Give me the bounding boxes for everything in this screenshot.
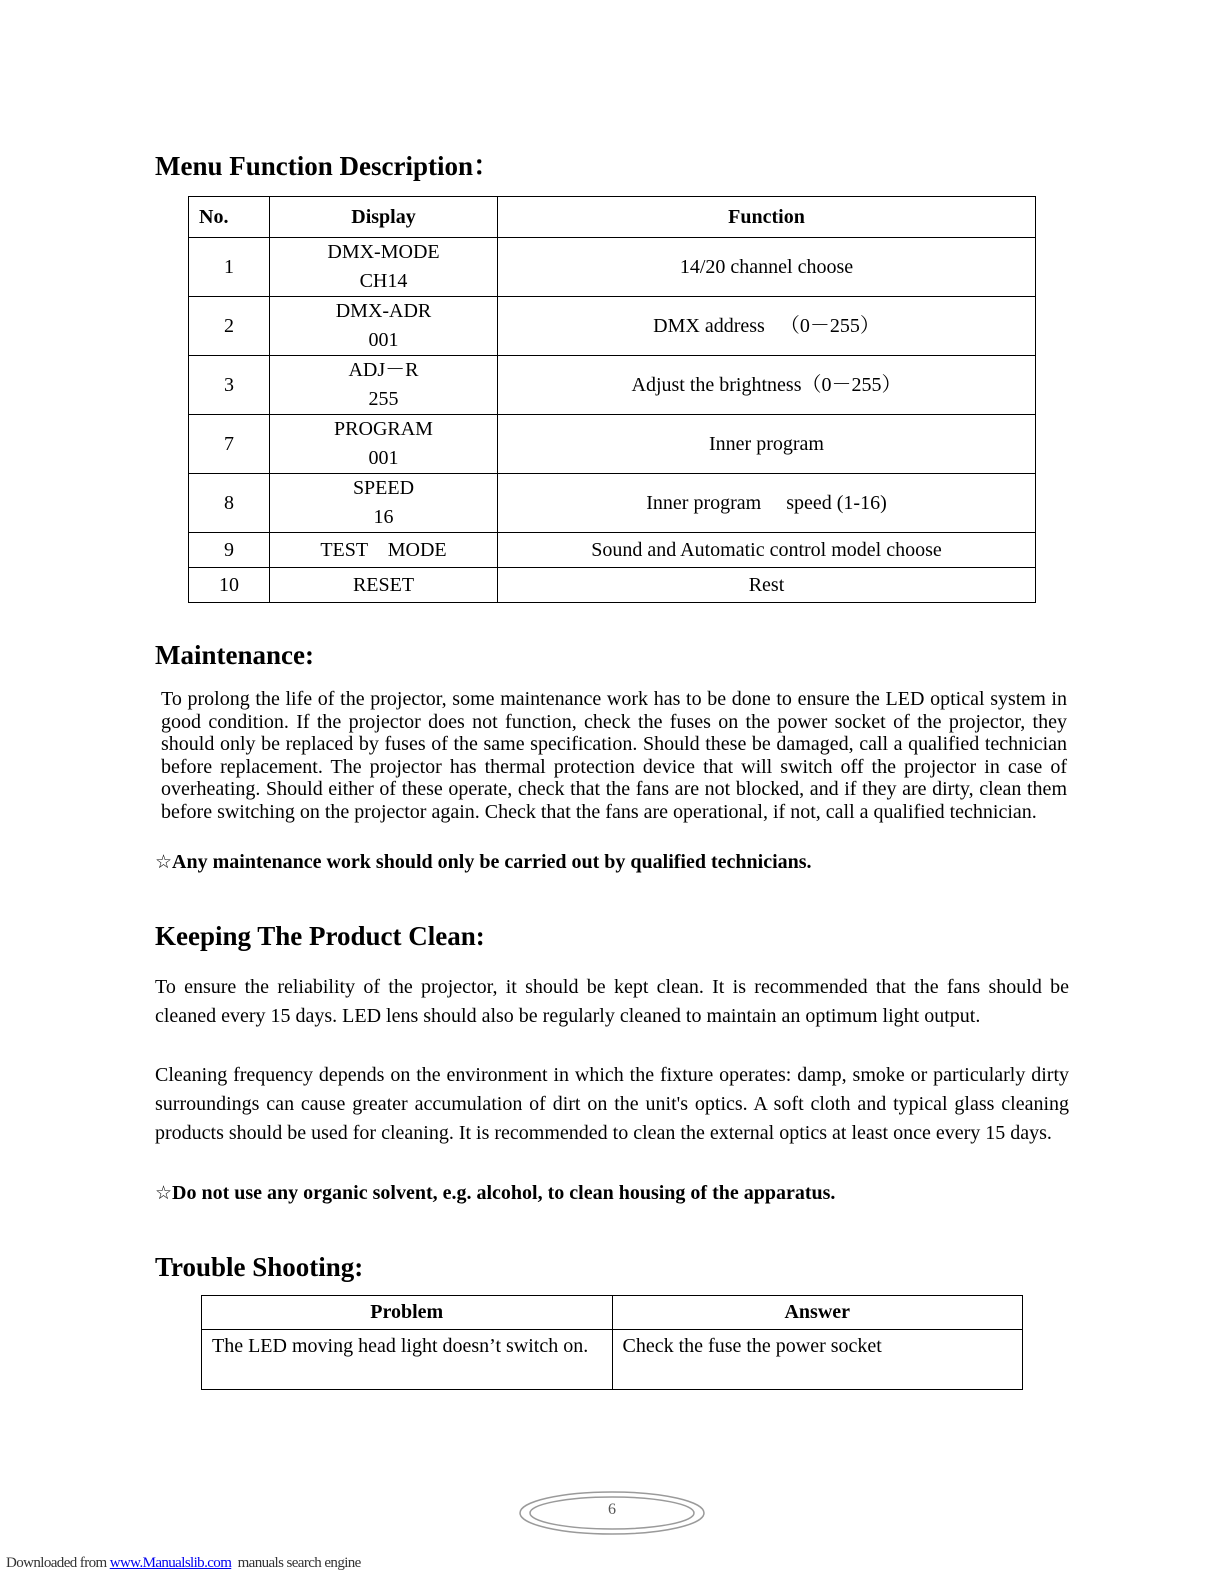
display-line: 001 bbox=[368, 447, 399, 469]
page-number-badge bbox=[517, 1490, 707, 1536]
row-function: Sound and Automatic control model choose bbox=[498, 533, 1036, 568]
menu-section-title: Menu Function Description： bbox=[155, 151, 501, 181]
cleaning-section-title: Keeping The Product Clean: bbox=[155, 921, 485, 951]
row-problem: The LED moving head light doesn’t switch on. bbox=[202, 1330, 613, 1390]
table-row bbox=[202, 1330, 1023, 1390]
cleaning-note bbox=[155, 1182, 835, 1205]
row-function: Inner program bbox=[498, 415, 1036, 474]
footer-prefix: Downloaded from bbox=[6, 1555, 110, 1571]
footer-suffix: manuals search engine bbox=[231, 1555, 361, 1571]
header-display: Display bbox=[270, 197, 498, 238]
row-display bbox=[270, 297, 498, 356]
row-no: 3 bbox=[189, 356, 270, 415]
maintenance-note bbox=[155, 851, 812, 874]
star-icon: ☆ bbox=[155, 1182, 173, 1204]
table-row bbox=[189, 238, 1036, 297]
cleaning-paragraph-2: Cleaning frequency depends on the environment in which the fixture operates: damp, smoke or particularly dirty surroundings can cause greater accumulation of dirt on the unit's optics. A soft cloth and typical glass cleaning products should be used for cleaning. It is recommended to clean the external optics at least once every 15 days. bbox=[155, 1064, 1069, 1144]
row-no: 1 bbox=[189, 238, 270, 297]
menu-table-header-row bbox=[189, 197, 1036, 238]
row-display: RESET bbox=[270, 568, 498, 603]
row-display: TEST MODE bbox=[270, 533, 498, 568]
row-function: Inner program speed (1-16) bbox=[498, 474, 1036, 533]
trouble-table-header-row bbox=[202, 1296, 1023, 1330]
row-display bbox=[270, 474, 498, 533]
header-answer: Answer bbox=[612, 1296, 1023, 1330]
page-number: 6 bbox=[608, 1501, 616, 1518]
menu-function-table bbox=[188, 196, 1036, 603]
header-problem: Problem bbox=[202, 1296, 613, 1330]
table-row bbox=[189, 297, 1036, 356]
row-answer: Check the fuse the power socket bbox=[612, 1330, 1023, 1390]
row-function: Adjust the brightness（0－255） bbox=[498, 356, 1036, 415]
cleaning-paragraph-1: To ensure the reliability of the projector, it should be kept clean. It is recommended that the fans should be cleaned every 15 days. LED lens should also be regularly cleaned to maintain an optimum light output. bbox=[155, 976, 1069, 1027]
row-display bbox=[270, 238, 498, 297]
row-function: 14/20 channel choose bbox=[498, 238, 1036, 297]
display-line: CH14 bbox=[359, 270, 408, 292]
footer-link[interactable]: www.Manualslib.com bbox=[109, 1555, 232, 1571]
row-display bbox=[270, 356, 498, 415]
cleaning-note-text: Do not use any organic solvent, e.g. alcohol, to clean housing of the apparatus. bbox=[172, 1182, 836, 1204]
display-line: DMX-ADR bbox=[335, 300, 432, 322]
row-display bbox=[270, 415, 498, 474]
header-function: Function bbox=[498, 197, 1036, 238]
row-no: 10 bbox=[189, 568, 270, 603]
display-line: 16 bbox=[373, 506, 394, 528]
row-no: 2 bbox=[189, 297, 270, 356]
table-row bbox=[189, 356, 1036, 415]
table-row bbox=[189, 415, 1036, 474]
star-icon: ☆ bbox=[155, 851, 173, 873]
display-line: ADJ－R bbox=[348, 359, 419, 381]
trouble-shooting-table bbox=[201, 1295, 1023, 1390]
display-line: 001 bbox=[368, 329, 399, 351]
display-line: 255 bbox=[368, 388, 399, 410]
trouble-section-title: Trouble Shooting: bbox=[155, 1252, 364, 1282]
maintenance-paragraph: To prolong the life of the projector, some maintenance work has to be done to ensure the LED optical system in good condition. If the projector does not function, check the fuses on the power socket of the projector, they should only be replaced by fuses of the same specification. Should these be damaged, call a qualified technician before replacement. The projector has thermal protection device that will switch off the projector in case of overheating. Should either of these operate, check that the fans are not blocked, and if they are dirty, clean them before switching on the projector again. Check that the fans are operational, if not, call a qualified technician. bbox=[161, 688, 1067, 823]
table-row bbox=[189, 474, 1036, 533]
header-no: No. bbox=[189, 197, 270, 238]
row-no: 8 bbox=[189, 474, 270, 533]
display-line: DMX-MODE bbox=[327, 241, 440, 263]
row-no: 9 bbox=[189, 533, 270, 568]
display-line: PROGRAM bbox=[334, 418, 433, 440]
row-function: Rest bbox=[498, 568, 1036, 603]
table-row bbox=[189, 568, 1036, 603]
footer bbox=[6, 1555, 361, 1572]
table-row bbox=[189, 533, 1036, 568]
display-line: SPEED bbox=[352, 477, 415, 499]
row-no: 7 bbox=[189, 415, 270, 474]
row-function: DMX address （0－255） bbox=[498, 297, 1036, 356]
maintenance-section-title: Maintenance: bbox=[155, 640, 314, 670]
maintenance-note-text: Any maintenance work should only be carried out by qualified technicians. bbox=[172, 851, 812, 873]
